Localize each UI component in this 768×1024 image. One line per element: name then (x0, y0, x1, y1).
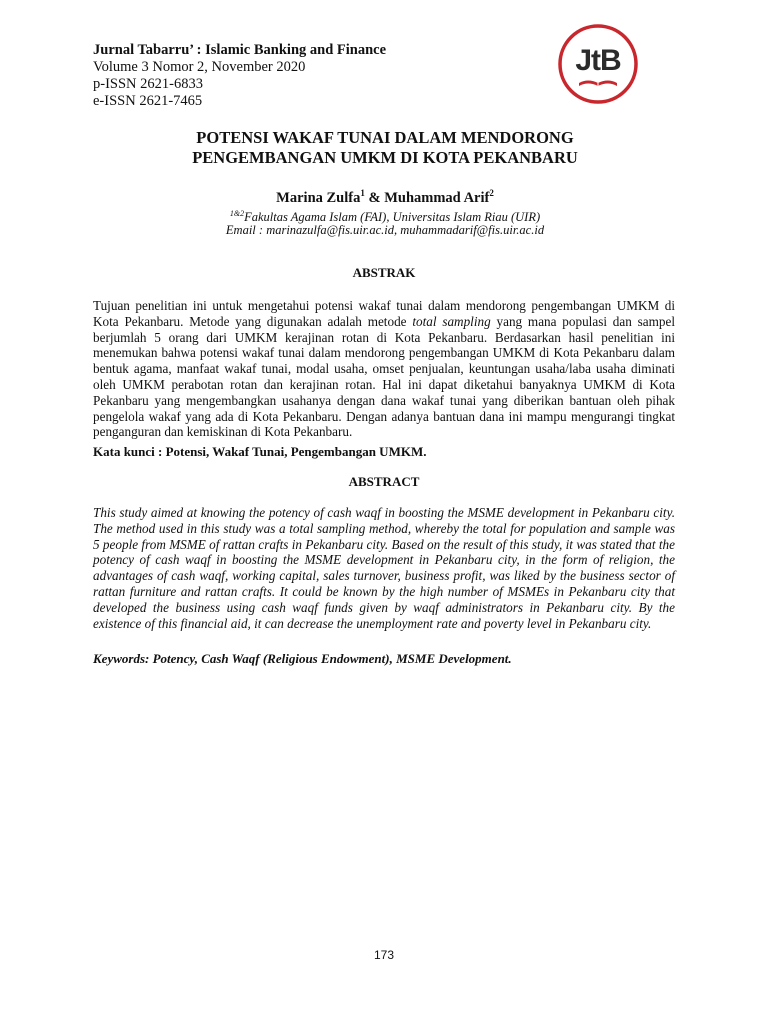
abstrak-text-italic: total sampling (412, 313, 491, 329)
journal-e-issn: e-ISSN 2621-7465 (93, 93, 203, 109)
affiliation-text: Fakultas Agama Islam (FAI), Universitas Islam Riau (UIR) (244, 210, 541, 225)
affiliation-superscript: 1&2 (229, 209, 245, 218)
paper-title (80, 128, 690, 168)
paper-title-line-1: POTENSI WAKAF TUNAI DALAM MENDORONG (196, 128, 574, 147)
author-line (80, 188, 690, 207)
keywords-english: Keywords: Potency, Cash Waqf (Religious Endowment), MSME Development. (93, 651, 512, 666)
journal-name: Jurnal Tabarru’ : Islamic Banking and Finance (93, 42, 387, 58)
abstrak-heading: ABSTRAK (352, 265, 416, 280)
journal-logo-text: JtB (575, 44, 621, 77)
author-emails: Email : marinazulfa@fis.uir.ac.id, muhammadarif@fis.uir.ac.id (225, 223, 545, 237)
author-2: Muhammad Arif (384, 189, 490, 206)
journal-volume: Volume 3 Nomor 2, November 2020 (93, 59, 306, 75)
abstrak-text-part-2: yang mana populasi dan sampel berjumlah 5 orang dari UMKM kerajinan rotan di Kota Pekanbaru. Berdasarkan hasil penelitian ini menemukan bahwa potensi wakaf tunai dalam mendorong pengembangan UMKM di Kota Pekanbaru dalam bentuk agama, manfaat wakaf tunai, modal usaha, omset penjualan, keuntungan usaha/laba usaha diminati oleh UMKM perabotan rotan dan kerajinan rotan. Hal ini dapat diketahui banyaknya UMKM di Kota Pekanbaru yang mengembangkan usahanya dengan dana wakaf tunai yang diberikan bantuan oleh pihak pengelola wakaf yang ada di Kota Pekanbaru. Dengan adanya bantuan dana ini mampu mengurangi tingkat penganguran dan kemiskinan di Kota Pekanbaru. (93, 313, 676, 440)
paper-title-line-2: PENGEMBANGAN UMKM DI KOTA PEKANBARU (192, 148, 578, 167)
abstract-paragraph: This study aimed at knowing the potency of cash waqf in boosting the MSME development in Pekanbaru city. The method used in this study was a total sampling method, whereby the total for population and sample was 5 people from MSME of rattan crafts in Pekanbaru city. Based on the result of this study, it was stated that the potency of cash waqf in boosting the MSME development in Pekanbaru city, in the form of religion, the advantages of cash waqf, working capital, sales turnover, business profit, was liked by the business sector of rattan furniture and rattan crafts. It could be known by the high number of MSMEs in Pekanbaru city that developed the business using cash waqf funds given by waqf administrators in Pekanbaru city. By the existence of this financial aid, it can decrease the unemployment rate and poverty level in Pekanbaru city. (93, 505, 675, 631)
journal-logo-icon (557, 23, 639, 105)
author-separator: & (364, 189, 385, 206)
journal-p-issn: p-ISSN 2621-6833 (93, 76, 203, 92)
journal-header (93, 42, 533, 110)
abstrak-paragraph (93, 298, 675, 440)
author-1: Marina Zulfa (276, 189, 361, 206)
author-1-superscript: 1 (360, 188, 365, 198)
abstract-heading: ABSTRACT (348, 474, 420, 489)
page-number: 173 (373, 948, 395, 962)
abstrak-text-part-1: Tujuan penelitian ini untuk mengetahui potensi wakaf tunai dalam mendorong pengembangan UMKM di Kota Pekanbaru. Metode yang digunakan adalah metode (93, 298, 675, 329)
author-2-superscript: 2 (489, 188, 494, 198)
kata-kunci: Kata kunci : Potensi, Wakaf Tunai, Pengembangan UMKM. (93, 444, 427, 459)
